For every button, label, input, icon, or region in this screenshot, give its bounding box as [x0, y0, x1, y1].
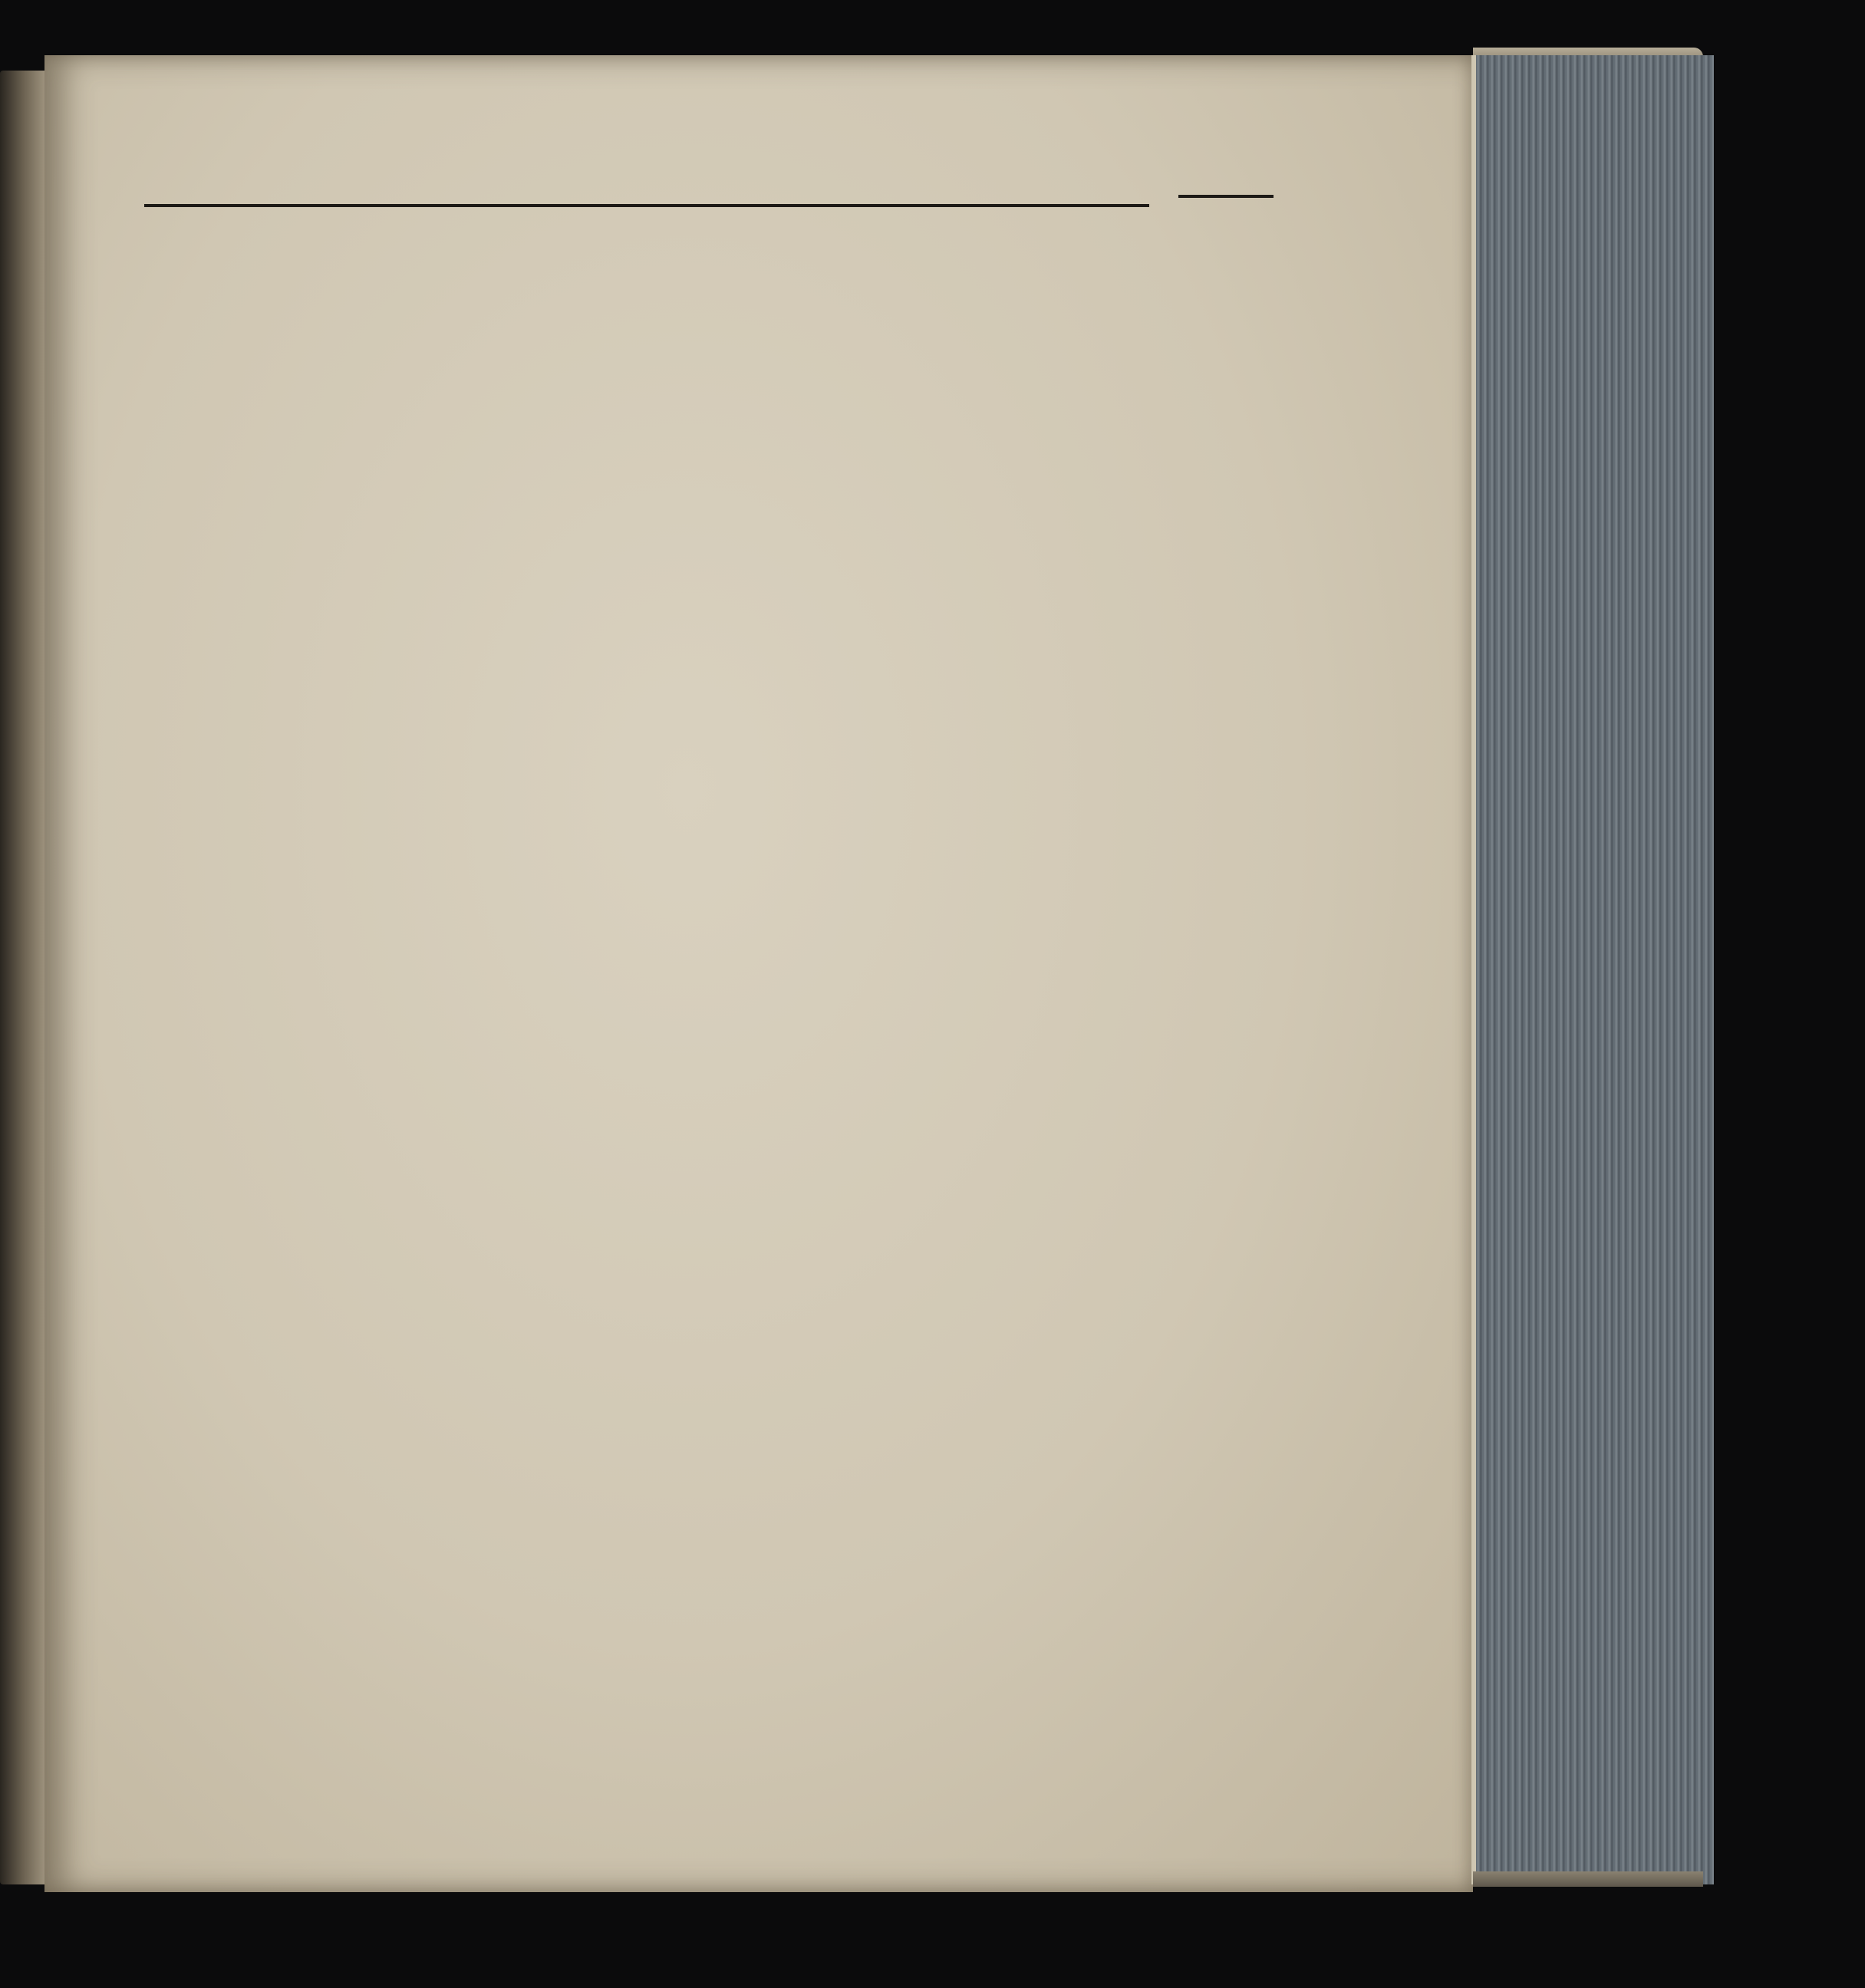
page-number-rule: [1178, 195, 1274, 198]
page-block-bottom: [1473, 1871, 1703, 1887]
book-page: [44, 55, 1473, 1892]
drop-initial: [135, 749, 250, 856]
page-block-edge: [1471, 55, 1714, 1884]
facing-page-edge: [0, 71, 44, 1884]
header-rule: [144, 204, 1149, 207]
